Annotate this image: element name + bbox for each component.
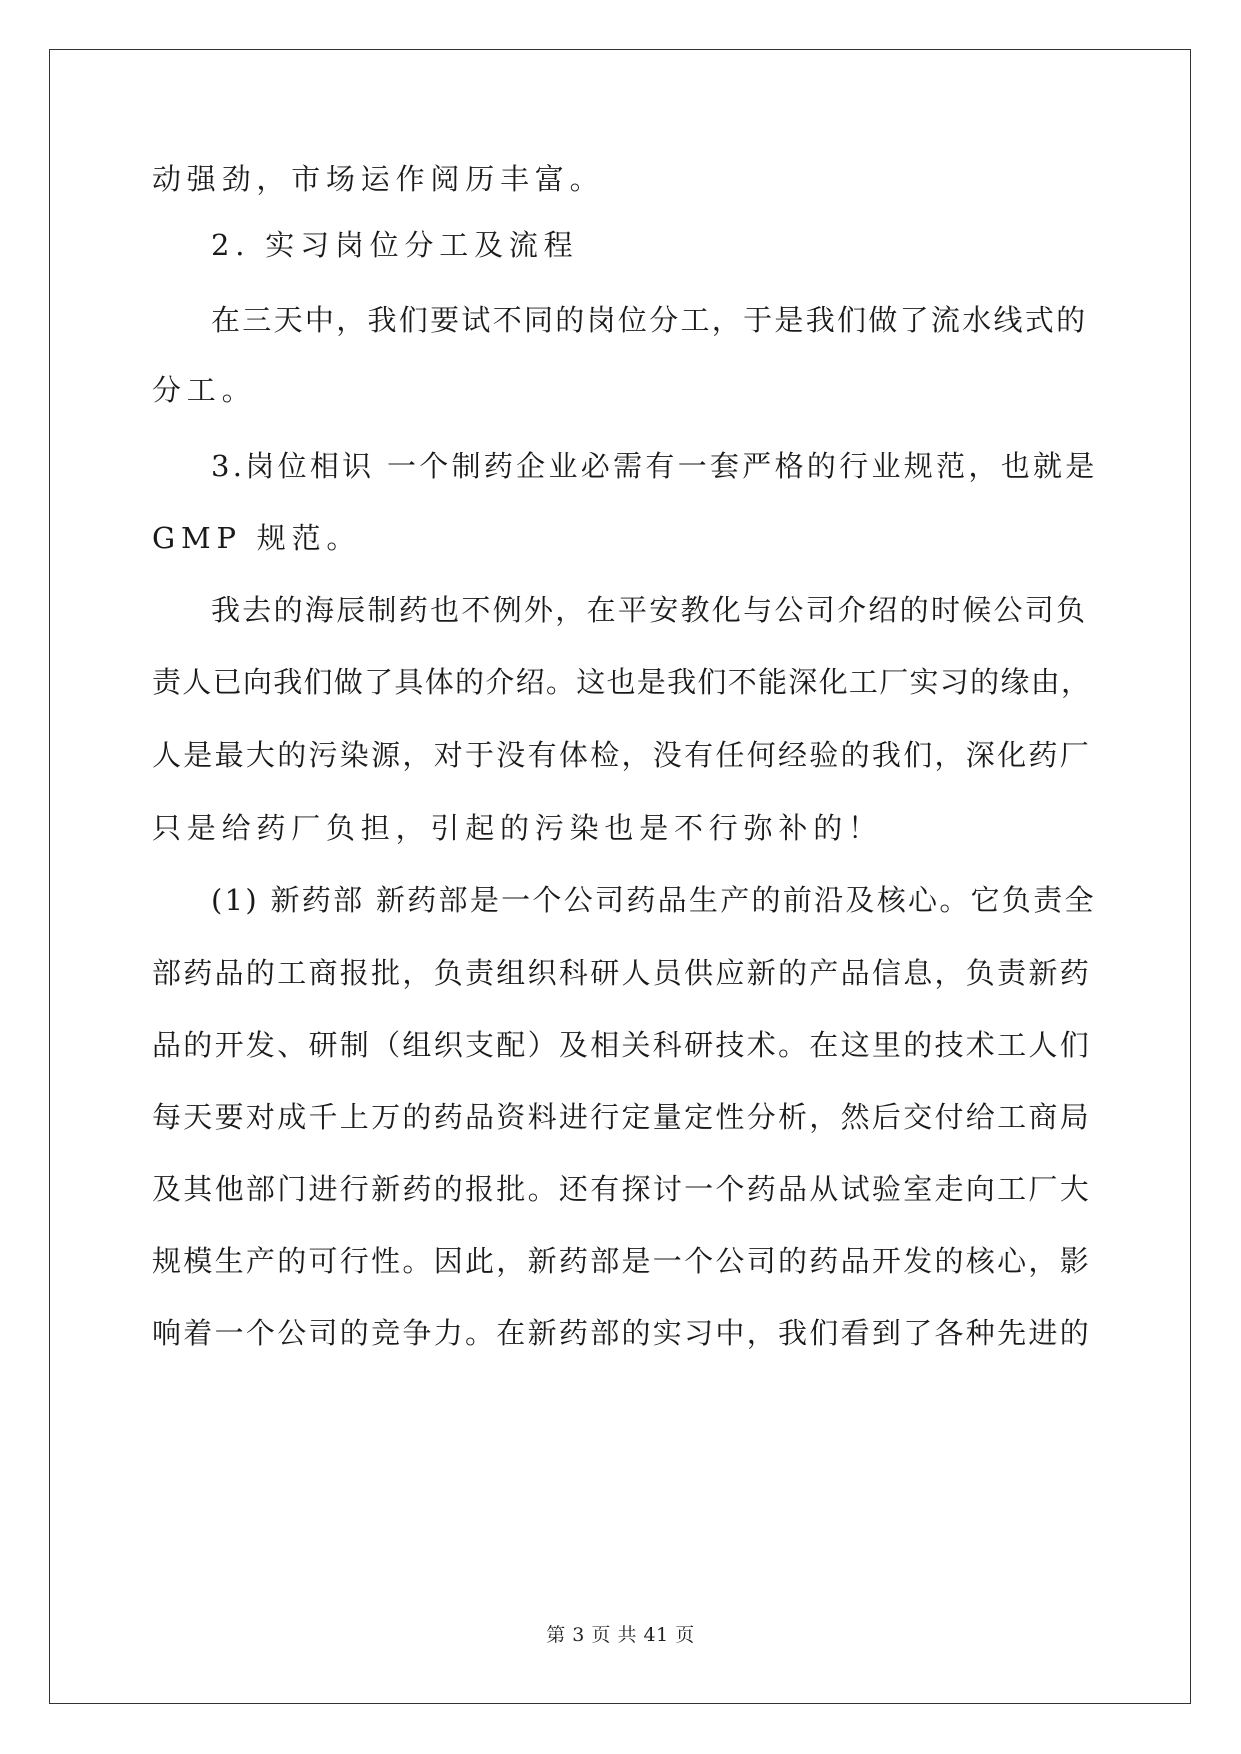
body-text-line: GMP 规范。 <box>152 521 362 555</box>
body-text-line: 部药品的工商报批，负责组织科研人员供应新的产品信息，负责新药 <box>152 956 1092 990</box>
body-text-line: 只是给药厂负担，引起的污染也是不行弥补的！ <box>152 811 883 845</box>
paragraph-start: 在三天中，我们要试不同的岗位分工，于是我们做了流水线式的 <box>211 303 1088 337</box>
body-text-line: 动强劲，市场运作阅历丰富。 <box>152 162 605 196</box>
paragraph-start: 3.岗位相识 一个制药企业必需有一套严格的行业规范，也就是 <box>211 449 1098 483</box>
paragraph-start: (1) 新药部 新药部是一个公司药品生产的前沿及核心。它负责全 <box>211 883 1096 917</box>
page-border <box>49 49 1191 1704</box>
body-text-line: 人是最大的污染源，对于没有体检，没有任何经验的我们，深化药厂 <box>152 738 1092 772</box>
body-text-line: 规模生产的可行性。因此，新药部是一个公司的药品开发的核心，影 <box>152 1244 1092 1278</box>
body-text-line: 责人已向我们做了具体的介绍。这也是我们不能深化工厂实习的缘由， <box>152 665 1092 699</box>
paragraph-start: 我去的海辰制药也不例外，在平安教化与公司介绍的时候公司负 <box>211 593 1088 627</box>
page-number-footer: 第 3 页 共 41 页 <box>546 1624 695 1646</box>
body-text-line: 分工。 <box>152 373 257 407</box>
body-text-line: 及其他部门进行新药的报批。还有探讨一个药品从试验室走向工厂大 <box>152 1172 1092 1206</box>
section-heading: 2. 实习岗位分工及流程 <box>211 228 579 262</box>
body-text-line: 每天要对成千上万的药品资料进行定量定性分析，然后交付给工商局 <box>152 1100 1092 1134</box>
body-text-line: 响着一个公司的竞争力。在新药部的实习中，我们看到了各种先进的 <box>152 1316 1092 1350</box>
body-text-line: 品的开发、研制（组织支配）及相关科研技术。在这里的技术工人们 <box>152 1028 1092 1062</box>
